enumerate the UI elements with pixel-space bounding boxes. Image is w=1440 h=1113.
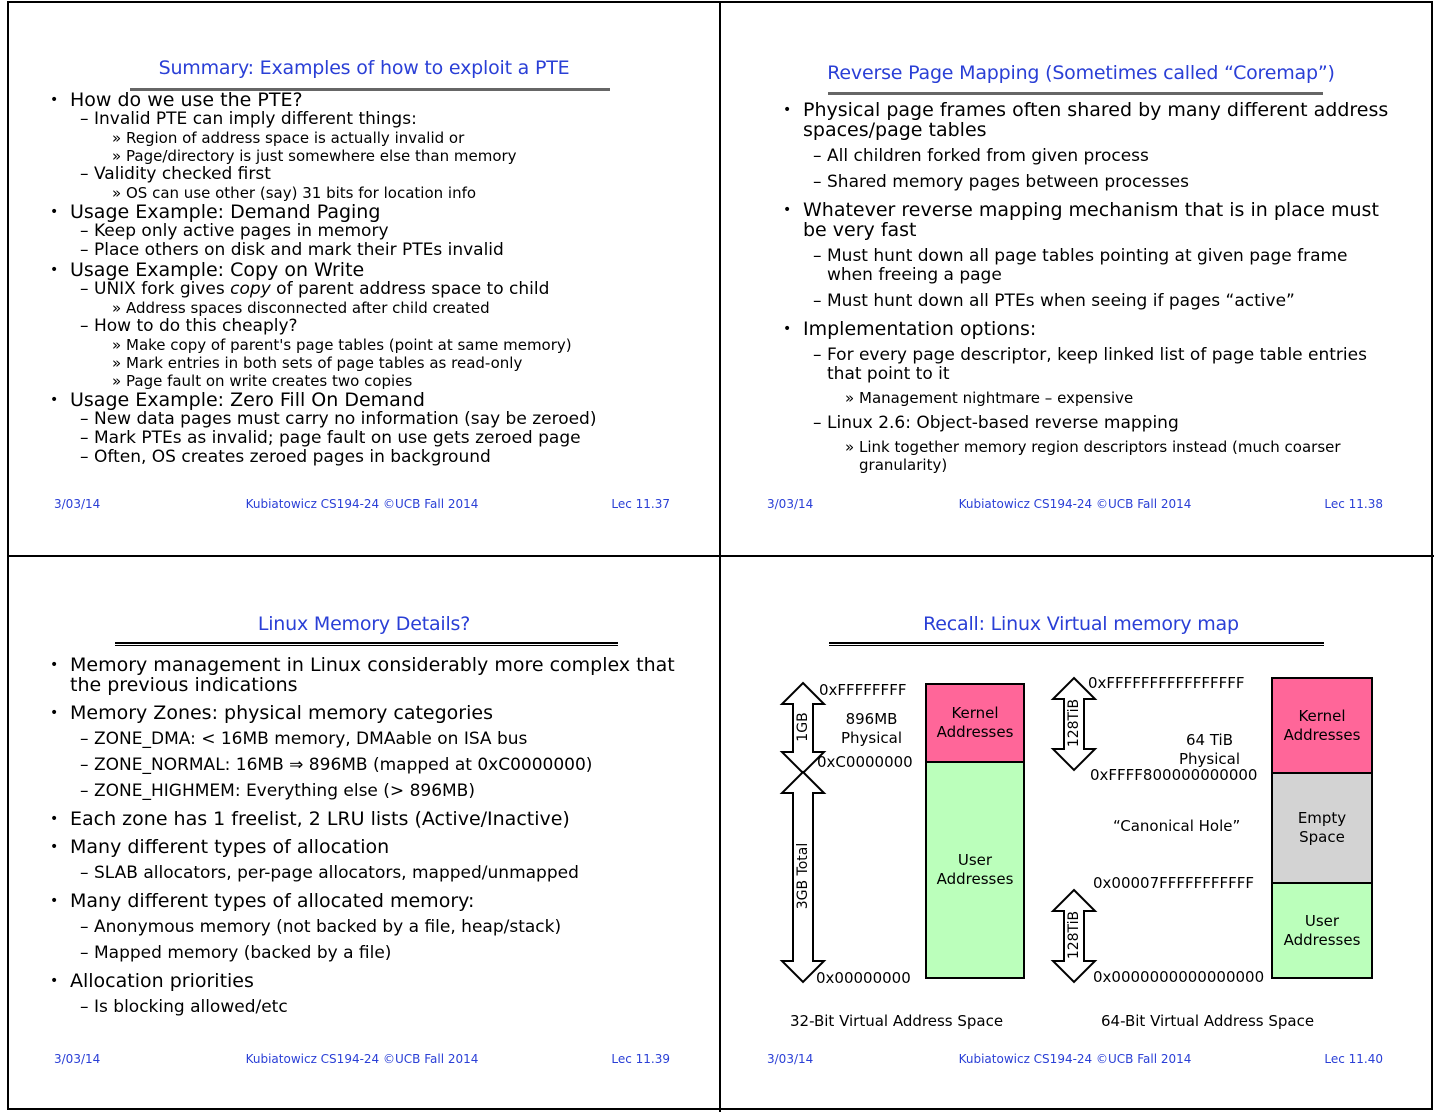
region-label: Empty	[1297, 809, 1347, 827]
bullet-level-2: – New data pages must carry no information (say be zeroed)	[48, 410, 708, 429]
slide-title: Recall: Linux Virtual memory map	[923, 613, 1239, 635]
physical-size: 64 TiB	[1186, 731, 1234, 749]
footer-course: Kubiatowicz CS194-24 ©UCB Fall 2014	[245, 1052, 479, 1066]
bullet-level-2: – SLAB allocators, per-page allocators, mapped/unmapped	[48, 864, 708, 883]
footer-course: Kubiatowicz CS194-24 ©UCB Fall 2014	[245, 497, 479, 511]
bullet-level-1: • Many different types of allocated memory:	[48, 891, 708, 911]
bullet-level-2: – All children forked from given process	[781, 147, 1391, 166]
footer-lecture: Lec 11.38	[1324, 497, 1383, 511]
bullet-level-2: – Must hunt down all PTEs when seeing if pages “active”	[781, 292, 1391, 311]
bullet-level-1: • Usage Example: Zero Fill On Demand	[48, 390, 708, 410]
region-label: Addresses	[1283, 725, 1361, 744]
bullet-level-2: – Keep only active pages in memory	[48, 222, 708, 241]
bullet-level-2: – Must hunt down all page tables pointing at given page frame when freeing a page	[781, 247, 1391, 285]
bullet-level-3: » Link together memory region descriptors instead (much coarser granularity)	[781, 438, 1391, 474]
user-region	[1271, 882, 1373, 979]
region-label: Kernel	[951, 704, 999, 722]
physical-word: Physical	[1179, 750, 1241, 768]
bullet-level-3: » Make copy of parent's page tables (point at same memory)	[48, 336, 708, 354]
region-label: User	[957, 851, 993, 869]
bullet-level-1: • Whatever reverse mapping mechanism that is in place must be very fast	[781, 200, 1391, 240]
footer-date: 3/03/14	[54, 1052, 101, 1066]
slide-11-37	[8, 2, 720, 556]
address-label: 0xFFFFFFFF	[819, 681, 907, 699]
slide-body	[48, 90, 708, 467]
bullet-level-3: » Address spaces disconnected after child created	[48, 299, 708, 317]
bullet-text-italic: copy	[230, 279, 271, 299]
bullet-level-2: – Validity checked first	[48, 165, 708, 184]
bullet-level-2: – ZONE_DMA: < 16MB memory, DMAable on ISA bus	[48, 730, 708, 749]
footer-date: 3/03/14	[54, 497, 101, 511]
physical-label	[1179, 731, 1240, 769]
bullet-level-1: • Many different types of allocation	[48, 837, 708, 857]
address-label: 0xFFFFFFFFFFFFFFFF	[1088, 674, 1245, 692]
region-label: Addresses	[1283, 930, 1361, 949]
user-region	[925, 761, 1025, 979]
bullet-level-2: – Place others on disk and mark their PTEs invalid	[48, 241, 708, 260]
user-size-label: 128TiB	[1066, 910, 1082, 960]
footer-date: 3/03/14	[767, 1052, 814, 1066]
bullet-level-1: • Each zone has 1 freelist, 2 LRU lists (Active/Inactive)	[48, 809, 708, 829]
bullet-level-2: – Shared memory pages between processes	[781, 173, 1391, 192]
footer-course: Kubiatowicz CS194-24 ©UCB Fall 2014	[958, 1052, 1192, 1066]
bullet-level-2: – Often, OS creates zeroed pages in background	[48, 448, 708, 467]
slide-body	[48, 655, 708, 1017]
bullet-level-2: – For every page descriptor, keep linked list of page table entries that point to it	[781, 346, 1391, 384]
slide-11-40	[721, 557, 1433, 1111]
kernel-region	[1271, 677, 1373, 774]
footer-lecture: Lec 11.39	[611, 1052, 670, 1066]
bullet-level-2: – Mark PTEs as invalid; page fault on use gets zeroed page	[48, 429, 708, 448]
user-size-label: 3GB Total	[795, 842, 811, 910]
bullet-level-1: • Usage Example: Demand Paging	[48, 202, 708, 222]
bullet-level-2: – Mapped memory (backed by a file)	[48, 944, 708, 963]
title-underline	[829, 642, 1324, 646]
bullet-level-3: » Page fault on write creates two copies	[48, 372, 708, 390]
footer-course: Kubiatowicz CS194-24 ©UCB Fall 2014	[958, 497, 1192, 511]
bullet-level-1: • Physical page frames often shared by many different address spaces/page tables	[781, 100, 1391, 140]
bullet-level-1: • Memory management in Linux considerably more complex that the previous indications	[48, 655, 708, 695]
bullet-level-2: – ZONE_NORMAL: 16MB ⇒ 896MB (mapped at 0xC0000000)	[48, 756, 708, 775]
bullet-level-1: • Implementation options:	[781, 319, 1391, 339]
footer-lecture: Lec 11.40	[1324, 1052, 1383, 1066]
address-label: 0x00007FFFFFFFFFFF	[1093, 874, 1255, 892]
empty-region	[1271, 772, 1373, 884]
bullet-level-3: » Region of address space is actually invalid or	[48, 129, 708, 147]
address-label: 0xC0000000	[817, 753, 913, 771]
slide-11-39	[8, 557, 720, 1111]
region-label: Addresses	[936, 870, 1014, 888]
bullet-level-2: – ZONE_HIGHMEM: Everything else (> 896MB)	[48, 782, 708, 801]
footer-lecture: Lec 11.37	[611, 497, 670, 511]
bullet-level-3: » OS can use other (say) 31 bits for location info	[48, 184, 708, 202]
diagram-caption: 64-Bit Virtual Address Space	[1101, 1012, 1315, 1030]
bullet-level-1: • Allocation priorities	[48, 971, 708, 991]
address-label: 0x0000000000000000	[1093, 968, 1265, 986]
bullet-level-1: • How do we use the PTE?	[48, 90, 708, 110]
region-label: Addresses	[936, 723, 1014, 741]
title-underline	[115, 642, 618, 646]
bullet-level-2	[48, 280, 708, 299]
title-underline	[828, 92, 1323, 95]
physical-word: Physical	[841, 729, 903, 747]
address-label: 0xFFFF800000000000	[1090, 766, 1258, 784]
region-label: Kernel	[1298, 706, 1346, 725]
bullet-level-3: » Mark entries in both sets of page tables as read-only	[48, 354, 708, 372]
physical-size: 896MB	[845, 710, 898, 728]
kernel-region	[925, 683, 1025, 763]
address-label: 0x00000000	[816, 969, 911, 987]
bullet-level-3: » Management nightmare – expensive	[781, 389, 1391, 407]
canonical-hole-label: “Canonical Hole”	[1113, 817, 1241, 835]
slide-11-38	[721, 2, 1433, 556]
bullet-text: of parent address space to child	[270, 279, 550, 299]
slide-title: Linux Memory Details?	[257, 613, 471, 635]
physical-label	[841, 710, 902, 748]
bullet-level-3: » Page/directory is just somewhere else than memory	[48, 147, 708, 165]
bullet-level-2: – Anonymous memory (not backed by a file, heap/stack)	[48, 918, 708, 937]
bullet-level-1: • Usage Example: Copy on Write	[48, 260, 708, 280]
bullet-level-1: • Memory Zones: physical memory categories	[48, 703, 708, 723]
bullet-level-2: – Invalid PTE can imply different things:	[48, 110, 708, 129]
slide-title: Summary: Examples of how to exploit a PTE	[158, 57, 570, 79]
bullet-text: UNIX fork gives	[94, 279, 231, 299]
kernel-size-label: 1GB	[795, 712, 811, 742]
bullet-level-2: – How to do this cheaply?	[48, 317, 708, 336]
slide-body	[781, 100, 1391, 474]
diagram-caption: 32-Bit Virtual Address Space	[790, 1012, 1004, 1030]
kernel-size-label: 128TiB	[1066, 698, 1082, 748]
bullet-level-2: – Is blocking allowed/etc	[48, 998, 708, 1017]
region-label: Space	[1299, 828, 1345, 846]
footer-date: 3/03/14	[767, 497, 814, 511]
region-label: User	[1304, 911, 1340, 930]
slide-title: Reverse Page Mapping (Sometimes called “Coremap”)	[827, 62, 1335, 84]
bullet-level-2: – Linux 2.6: Object-based reverse mapping	[781, 414, 1391, 433]
